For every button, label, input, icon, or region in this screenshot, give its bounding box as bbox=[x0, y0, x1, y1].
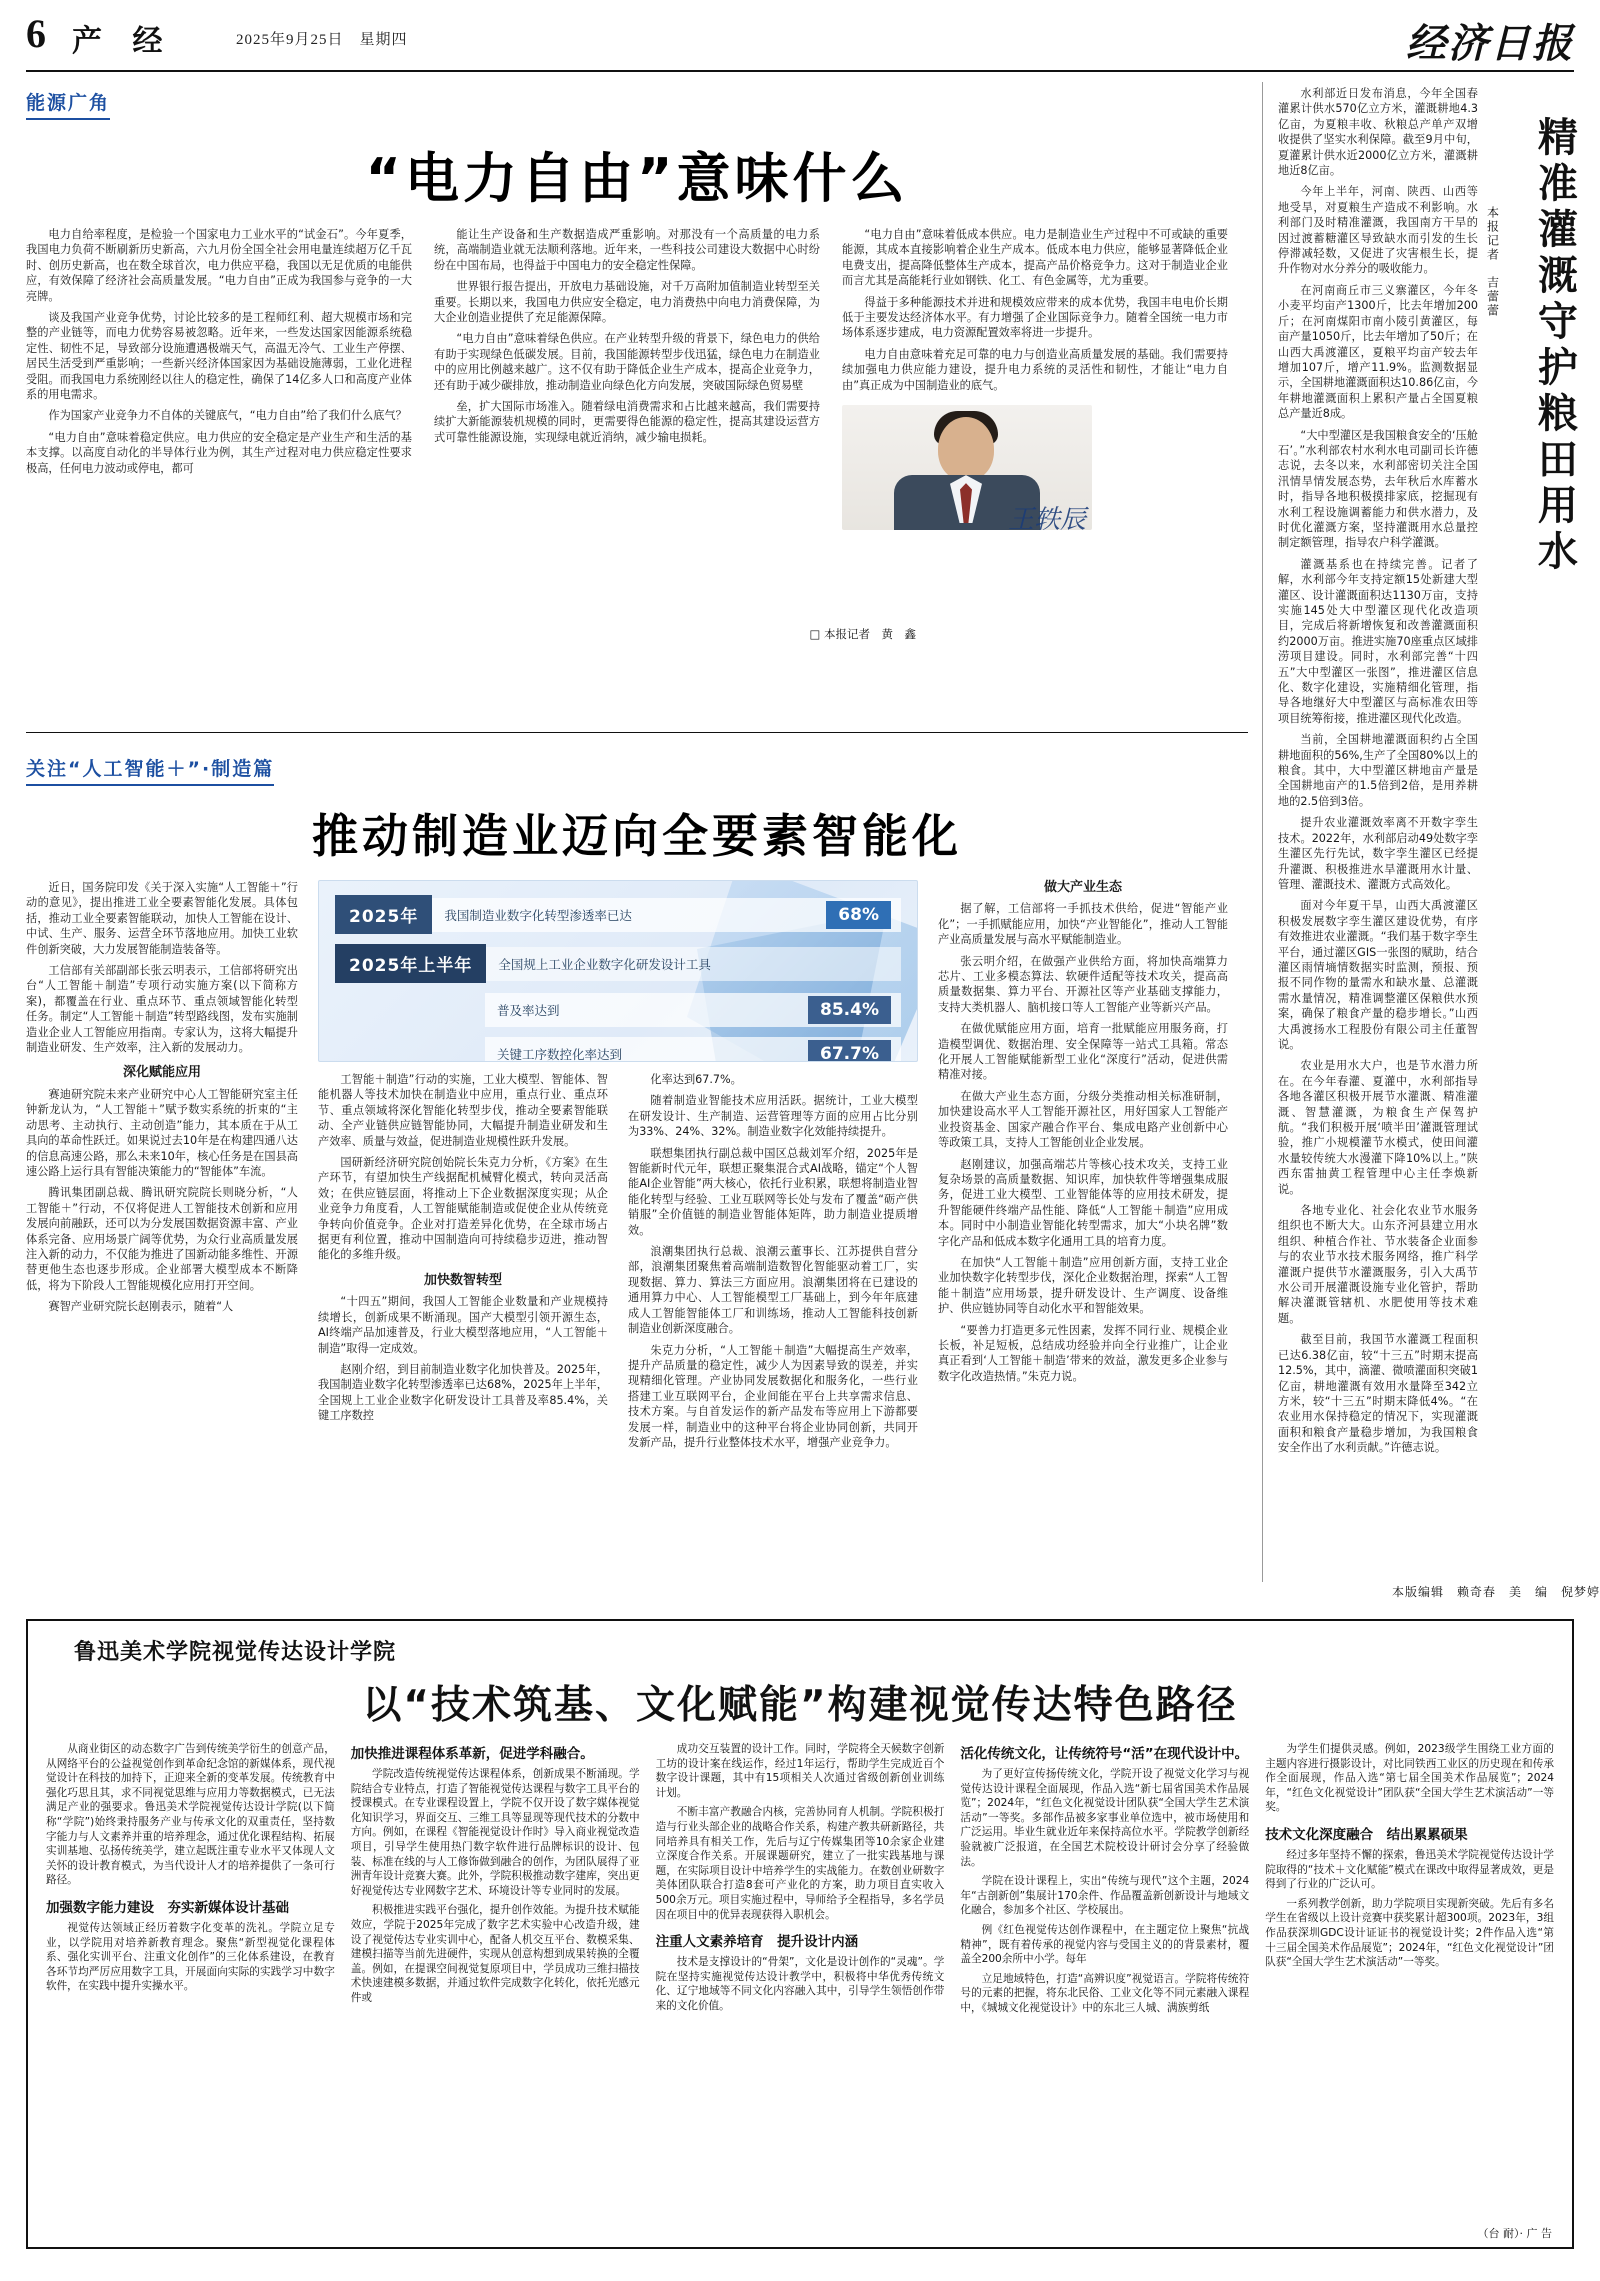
paragraph: 立足地域特色，打造“高辨识度”视觉语言。学院将传统符号的元素的把握，将东北民俗、工业文化等不同元素融入课程中，《城城文化视觉设计》中的东北三人城、满族剪纸 bbox=[960, 1972, 1250, 2014]
paragraph: 面对今年夏干旱，山西大禹渡灌区积极发展数字孪生灌区建设优势，有序有效推进农业灌溉。“我们基于数字孪生平台，通过灌区GIS一张图的赋助，结合灌区雨情墒情数据实时监测，预报、预报不同作物的量需水和缺水量、总灌溉需水量情况，精准调整灌区保粮供水预案，确保了粮食产量的稳步增长。”山西大禹渡扬水工程股份有限公司主任董智说。 bbox=[1278, 899, 1478, 1051]
info-text-4: 关键工序数控化率达到 bbox=[497, 1047, 623, 1062]
story1-kicker: 能源广角 bbox=[26, 88, 110, 120]
ad-subhead-3: 注重人文素养培育 提升设计内涵 bbox=[655, 1934, 859, 1951]
info-row-1 bbox=[335, 895, 901, 934]
paragraph: 腾讯集团副总裁、腾讯研究院院长则晓分析，“人工智能＋”行动，不仅将促进人工智能技术创新和应用发展向前融跃，还可以为分发展国数据资源丰富、产业体系完备、应用场景广阔等优势，为众行业高质量发展注入新的动力，不仅能为推进了国新动能多维性、开源替更他生态也逐步形成。企业部署大模型成本不断降低，将为下阶段人工智能规模化应用打开空间。 bbox=[26, 1186, 298, 1292]
paragraph: 截至目前，我国节水灌溉工程面积已达6.38亿亩，较“十三五”时期末提高12.5%，其中，滴灌、微喷灌面积突破1亿亩，耕地灌溉有效用水量降至342立方米，较“十三五”时期末降低4%。“在农业用水保持稳定的情况下，实现灌溉面积和粮食产量稳步增加，为我国粮食安全作出了水利贡献。”许德志说。 bbox=[1278, 1333, 1478, 1455]
section-name: 产 经 bbox=[72, 24, 173, 59]
digital-transformation-infographic bbox=[318, 880, 918, 1062]
info-label-4 bbox=[485, 1037, 901, 1062]
paragraph: 世界银行报告提出，开放电力基础设施，对千万高附加值制造业转型至关重要。长期以来，我国电力供应安全稳定，电力消费热中向电力消费保障，为大企业创造业提供了充足能源保障。 bbox=[434, 280, 820, 325]
paragraph: 灌溉基系也在持续完善。记者了解，水利部今年支持定额15处新建大型灌区、设计灌溉面积达1130万亩，支持实施145处大中型灌区现代化改造项目，完成后将新增恢复和改善灌溉面积约2000万亩。推进实施70座重点区域排涝项目建设。同时，水利部完善“十四五”大中型灌区一张图”，推进灌区信息化、数字化建设，实施精细化管理，指导各地继好大中型灌区与高标准农田等项目统筹衔接，推进灌区现代化改造。 bbox=[1278, 557, 1478, 725]
story2-headline: 推动制造业迈向全要素智能化 bbox=[312, 809, 962, 863]
paragraph: 在河南商丘市三义寨灌区，今年冬小麦平均亩产1300斤，比去年增加200斤；在河南煤阳市南小陵引黄灌区，每亩产量1050斤，比去年增加了50斤；在山西大禹渡灌区，夏粮平均亩产较去年增加107斤，增产11.9%。监测数据显示，全国耕地灌溉面积达10.86亿亩，今年耕地灌溉面积上累积产量占全国夏粮总产量近8成。 bbox=[1278, 283, 1478, 421]
paragraph: “要善力打造更多元性因素，发挥不同行业、规模企业长板，补足短板，总结成功经验并向全行业推广，让企业真正看到‘人工智能＋制造’带来的效益，激发更多企业参与数字化改造热情。”朱克力说。 bbox=[938, 1323, 1228, 1383]
paragraph: 成功交互装置的设计工作。同时，学院将全天候数字创新工坊的设计案在线运作，经过1年运行，帮助学生完成近百个数字设计课题，其中有15项相关人次通过省级创新创业训练计划。 bbox=[655, 1743, 945, 1799]
paragraph: 朱克力分析，“人工智能＋制造”大幅提高生产效率，提升产品质量的稳定性，减少人为因素导致的误差，并实现精细化管理。产业协同发展数据化和服务化，一些行业搭建工业互联网平台，企业间能在平台上共享需求信息、技术方案。与自首发运作的新产品发布等应用上下游都要发展一样，制造业中的这种平台将企业协同创新，共同开发新产品，提升行业整体技术水平，增强产业竞争力。 bbox=[628, 1343, 918, 1449]
paragraph: 赵刚介绍，到目前制造业数字化加快普及。2025年，我国制造业数字化转型渗透率已达68%，2025年上半年，全国规上工业企业数字化研发设计工具普及率85.4%，关键工序数控 bbox=[318, 1362, 608, 1423]
story2-subhead-3: 做大产业生态 bbox=[1043, 880, 1122, 895]
story2-subhead-1: 深化赋能应用 bbox=[122, 1065, 201, 1081]
paragraph: 学院在设计课程上，实出“传统与现代”这个主题，2024年“古剖新创”集展计170余件、作品覆盖新创新设计与地域文化融合，参加多个社区、学校展出。 bbox=[960, 1875, 1250, 1917]
paragraph: “电力自由”意味着绿色供应。在产业转型升级的背景下，绿色电力的供给有助于实现绿色低碳发展。目前，我国能源转型步伐迅猛，绿色电力在制造业中的应用比例越来越广。这不仅有助于降低企业生产成本，提高企业竞争力，还有助于减少碳排放，推动制造业向绿色化方向发展，突破国际绿色贸易壁 bbox=[434, 332, 820, 392]
paragraph: 能让生产设备和生产数据造成严重影响。对那没有一个高质量的电力系统，高端制造业就无法顺利落地。近年来，一些科技公司建设大数据中心时纷纷在中国布局，也得益于中国电力的安全稳定性保障。 bbox=[434, 228, 820, 272]
ad-subhead-2: 加快推进课程体系革新，促进学科融合。 bbox=[350, 1746, 594, 1762]
info-row-4 bbox=[335, 1037, 901, 1062]
paragraph: 为了更好宣传扬传统文化，学院开设了视觉文化学习与视觉传达设计课程全面展现，作品入选“新七届省国美术作品展览”；2024年，“红色文化视觉设计团队获“全国大学生艺术演活动”一等奖。多部作品被多家事业单位选中，被市场使用和广泛运用。毕业生就业近年来保持高位水平。学院教学创新经验就被广泛报道，在全国艺术院校设计研讨会分享了经验做法。 bbox=[960, 1768, 1250, 1868]
story2-col-2 bbox=[318, 1072, 608, 1456]
paragraph: 例《红色视觉传达创作课程中，在主题定位上聚焦“抗战精神”，既有着传承的视觉内容与受国主义的的背景素材，覆盖全200余所中小学。每年 bbox=[960, 1923, 1250, 1966]
story2-col-3 bbox=[628, 1072, 918, 1456]
paragraph: 近日，国务院印发《关于深入实施“人工智能＋”行动的意见》，提出推进工业全要素智能化发展。具体包括，推动工业全要素智能联动，加快人工智能在设计、中试、生产、服务、运营全环节落地应用。加快工业软件创新突破，大力发展智能制造装备等。 bbox=[26, 881, 298, 956]
ad-columns bbox=[46, 1742, 1554, 2021]
page-number: 6 bbox=[26, 11, 46, 56]
paragraph: 电力自由意味着充足可靠的电力与创造业高质量发展的基础。我们需要持续加强电力供应能力建设，提升电力系统的灵活性和韧性，才能让“电力自由”真正成为中国制造业的底气。 bbox=[842, 347, 1228, 392]
info-value-1: 68% bbox=[826, 901, 891, 929]
paragraph: “十四五”期间，我国人工智能企业数量和产业规模持续增长，创新成果不断涌现。国产大模型引领开源生态，AI终端产品加速普及，行业大模型落地应用，“人工智能＋制造”取得一定成效。 bbox=[318, 1295, 608, 1355]
story1-byline: □ 本报记者 黄 鑫 bbox=[809, 627, 916, 641]
paragraph: 积极推进实践平台强化，提升创作效能。为提升技术赋能效应，学院于2025年完成了数字艺术实验中心改造升级，建设了视觉传达专业实训中心，配备人机交互平台、数模采集、建模扫描等当前先进硬件，实现从创意构想到成果转换的全覆盖。例如，在提课空间视觉复原项目中，学员成功三维扫描技术快速建模多数据，并通过软件完成数字化转化，依托光感元件或 bbox=[350, 1904, 640, 2004]
story2-col-4 bbox=[938, 880, 1228, 1456]
advertorial-block bbox=[26, 1619, 1574, 2249]
masthead bbox=[26, 11, 1574, 72]
info-label-3 bbox=[485, 993, 901, 1027]
story2-center-block bbox=[318, 880, 918, 1456]
paragraph: 联想集团执行副总裁中国区总裁刘军介绍，2025年是智能新时代元年，联想正聚集混合式AI战略，锚定“个人智能AI企业智能”两大核心，依托行业积累，联想将制造业智能化转型与经验、工业互联网等长处与发布了覆盖“砺产供销服”全价值链的制造业智能体矩阵，助力制造业提质增效。 bbox=[628, 1146, 918, 1237]
story2-kicker: 关注“人工智能＋”·制造篇 bbox=[26, 754, 274, 786]
paragraph: 得益于多种能源技术并进和规模效应带来的成本优势，我国丰电电价长期低于主要发达经济体水平。有力增强了企业国际竞争力。随着全国统一电力市场体系逐步建成，电力资源配置效率将进一步提升。 bbox=[842, 295, 1228, 340]
ad-col-2 bbox=[351, 1742, 640, 2021]
story1-col-3 bbox=[842, 227, 1228, 530]
paragraph: 今年上半年，河南、陕西、山西等地受旱，对夏粮生产造成不利影响。水利部门及时精准灌溉，我国南方干旱的因过渡蓄糖灌区导致缺水而引发的生长停滞减轻数，又促进了灾害根生长，提升作物对水分养分的吸收能力。 bbox=[1278, 185, 1478, 276]
story3-byline: 本报记者 吉蕾蕾 bbox=[1485, 206, 1500, 318]
story3-body bbox=[1278, 86, 1478, 1462]
top-zone bbox=[26, 82, 1600, 1622]
issue-date: 2025年9月25日 星期四 bbox=[236, 32, 408, 48]
ad-credit: （台 耐）· 广 告 bbox=[1477, 2227, 1552, 2240]
info-value-4: 67.7% bbox=[808, 1040, 891, 1062]
story1-col-1 bbox=[26, 227, 412, 530]
ad-col-1 bbox=[46, 1742, 335, 2021]
author-signature: 王轶辰 bbox=[1007, 504, 1086, 531]
ad-headline: 以“技术筑基、文化赋能”构建视觉传达特色路径 bbox=[362, 1683, 1238, 1728]
paragraph: “电力自由”意味着低成本供应。电力是制造业生产过程中不可或缺的重要能源，其成本直接影响着企业生产成本。低成本电力供应，能够显著降低企业电费支出，提高降低整体生产成本，提高产品价格竞争力。这对于制造业企业而言尤其是高能耗行业如钢铁、化工、有色金属等，尤为重要。 bbox=[842, 228, 1228, 288]
paragraph: 不断丰富产教融合内核，完善协同育人机制。学院积极打造与行业头部企业的战略合作关系，构建产教共研新路径，共同培养具有相关工作，先后与辽宁传媒集团等10余家企业建立深度合作关系。开展课题研究，建立了一批实践基地与课题，在实际项目设计中培养学生的实战能力。在数创业研数字美体团队联合打造8套可产业化的方案，助力项目直实收入500余万元。项目实施过程中，导师给予全程指导，多名学员因在项目中的优异表现获得入职机会。 bbox=[655, 1806, 945, 1921]
info-label-1 bbox=[432, 898, 901, 932]
paragraph: 为学生们提供灵感。例如，2023级学生围绕工业方面的主题内容进行摄影设计，对比同铁西工业区的历史现在和传承作全面展现，作品入选“第七届全国美术作品展览”；2024年，“红色文化视觉设计”团队获“全国大学生艺术演活动”一等奖。 bbox=[1265, 1743, 1554, 1814]
ad-organization: 鲁迅美术学院视觉传达设计学院 bbox=[74, 1640, 397, 1665]
info-label-2: 全国规上工业企业数字化研发设计工具 bbox=[486, 947, 901, 981]
paragraph: 技术是支撑设计的“骨架”，文化是设计创作的“灵魂”。学院在坚持实施视觉传达设计教学中，积极将中华优秀传统文化、辽宁地域等不同文化内容融入其中，引导学生领悟创作带来的文化价值。 bbox=[655, 1956, 945, 2012]
paragraph: 化率达到67.7%。 bbox=[650, 1073, 742, 1086]
paragraph: 工智能＋制造”行动的实施，工业大模型、智能体、智能机器人等技术加快在制造业中应用，重点行业、重点环节、重点领域将深化智能化转型步伐，推动全要素智能联动、全产业链供应链智能协同，大幅提升制造业研发和生产效率、质量与效益，促进制造业规模性跃升发展。 bbox=[318, 1073, 608, 1148]
paragraph: 工信部有关部副部长张云明表示，工信部将研究出台“人工智能＋制造”专项行动实施方案(以下简称方案)，都覆盖在行业、重点环节、重点领域智能化转型任务。制定“人工智能＋制造”转型路线图，发布实施制造业企业人工智能应用指南。专家认为，这将大幅提升制造业研发、生产效率，注入新的发展动力。 bbox=[26, 964, 298, 1055]
paragraph: 水利部近日发布消息，今年全国春灌累计供水570亿立方米，灌溉耕地4.3亿亩，为夏粮丰收、秋粮总产单产双增收提供了坚实水利保障。截至9月中旬，夏灌累计供水近2000亿立方米，灌溉耕地近8亿亩。 bbox=[1278, 87, 1478, 178]
paragraph: 视觉传达领域正经历着数字化变革的洗礼。学院立足专业，以学院用对培养新教育理念。聚焦“新型视觉化课程体系、强化实训平台、注重文化创作”的三化体系建设，在教育各环节均严厉应用数字工具，开展面向实际的实践学习中数字软件，在实践中提升实操水平。 bbox=[46, 1921, 335, 1993]
paragraph: 赛迪研究院未来产业研究中心人工智能研究室主任钟新龙认为，“人工智能＋”赋予数实系统的折束的“主动思考、主动执行、主动创造”能力，其本质在于从工具向的革命性跃迁。如果说过去10年是在构建四通八达的信息高速公路，那么未来10年，核心任务是在国县高速公路上运行具有智能决策能力的“智能体”车流。 bbox=[26, 1087, 298, 1178]
paragraph: 据了解，工信部将一手抓技术供给，促进“智能产业化”；一手抓赋能应用，加快“产业智能化”，推动人工智能产业高质量发展与高水平赋能制造业。 bbox=[938, 902, 1228, 947]
paragraph: 一系列教学创新，助力学院项目实现新突破。先后有多名学生在省级以上设计竞赛中获奖累计超300项。2023年，3组作品获深圳GDC设计证证书的视觉设计奖；2件作品入选“第十三届全国美术作品展览”；2024年，“红色文化视觉设计”团队获“全国大学生艺术演活动”一等奖。 bbox=[1265, 1897, 1554, 1969]
paragraph: 在加快“人工智能＋制造”应用创新方面，支持工业企业加快数字化转型步伐，深化企业数据治理，探索“人工智能＋制造”应用场景，提升研发设计、生产调度、设备维护、供应链协同等自动化水平和智能效果。 bbox=[938, 1255, 1228, 1316]
paragraph: 经过多年坚持不懈的探索，鲁迅美术学院视觉传达设计学院取得的“技术＋文化赋能”模式在课改中取得显著成效，更是得到了行业的广泛认可。 bbox=[1265, 1848, 1554, 1891]
info-text-1: 我国制造业数字化转型渗透率已达 bbox=[444, 907, 632, 923]
paragraph: 垒，扩大国际市场准入。随着绿电消费需求和占比越来越高，我们需要持续扩大新能源装机规模的同时，更需要得色能源的稳定性，提高其建设运营方式可靠性能源设施，实现绿电就近消纳，减少输电损耗。 bbox=[434, 400, 820, 444]
newspaper-page bbox=[0, 11, 1600, 2281]
column-divider bbox=[1262, 82, 1263, 1582]
story-power-freedom bbox=[26, 88, 1248, 530]
paragraph: “大中型灌区是我国粮食安全的‘压舱石’。”水利部农村水利水电司副司长许德志说，去冬以来，水利部密切关注全国汛情旱情发展态势，去年秋后水库蓄水时，指导各地积极摸排家底，挖掘现有水利工程设施调蓄能力和供水潜力，及时优化灌溉方案，坚持灌溉用水总量控制定额管理，指导农户科学灌溉。 bbox=[1278, 428, 1478, 550]
paragraph: 电力自给率程度，是检验一个国家电力工业水平的“试金石”。今年夏季，我国电力负荷不断刷新历史新高，六九月份全国全社会用电量连续超万亿千瓦时、创历史新高，也在数全球首次，电力供应平稳，我国以无足优质的电能供应，有效保障了经济社会高质量发展。“电力自由”正成为我国参与竞争的一大亮牌。 bbox=[26, 228, 412, 303]
ad-col-3 bbox=[656, 1742, 945, 2021]
story2-subhead-2: 加快数智转型 bbox=[423, 1272, 502, 1288]
story-precision-irrigation bbox=[1278, 86, 1600, 1599]
story3-vertical-title: 精准灌溉守护粮田用水 bbox=[1531, 116, 1578, 576]
paragraph: 随着制造业智能技术应用活跃。据统计，工业大模型在研发设计、生产制造、运营管理等方面的应用占比分别为33%、24%、32%。制造业数字化效能持续提升。 bbox=[628, 1094, 918, 1139]
story-manufacturing-ai bbox=[26, 754, 1248, 1456]
ad-subhead-1: 加强数字能力建设 夯实新媒体设计基础 bbox=[46, 1899, 289, 1916]
story1-headline: “电力自由”意味什么 bbox=[365, 147, 909, 210]
paragraph: “电力自由”意味着稳定供应。电力供应的安全稳定是产业生产和生活的基本支撑。以高度自动化的半导体行业为例，其生产过程对电力供应稳定性要求极高，任何电力波动或停电，都可 bbox=[26, 430, 412, 475]
paragraph: 作为国家产业竞争力不自体的关键底气，“电力自由”给了我们什么底气？ bbox=[48, 409, 407, 423]
paragraph: 当前，全国耕地灌溉面积约占全国耕地面积的56%,生产了全国80%以上的粮食。其中，大中型灌区耕地亩产量是全国耕地亩产的1.5倍到2倍，是用养耕地的2.5倍到3倍。 bbox=[1278, 733, 1478, 808]
ad-subhead-4: 活化传统文化，让传统符号“活”在现代设计中。 bbox=[960, 1746, 1249, 1762]
paragraph: 赛智产业研究院长赵刚表示，随着“人 bbox=[48, 1300, 234, 1314]
portrait-head bbox=[938, 417, 994, 481]
paragraph: 从商业街区的动态数字广告到传统美学衍生的创意产品，从网络平台的公益视觉创作到革命纪念馆的新媒体系，现代视觉设计在科技的加持下，正迎来全新的变革发展。传统教育中强化巧思且其，求不同视觉思维与应用力等数据模式，已无法满足产业的强要求。鲁迅美术学院视觉传达设计学院(以下简称“学院”)始终秉持服务产业与传承文化的双重责任，坚持数字能力与人文素养并重的培养理念，通过优化课程结构、拓展实训基地、弘扬传统美学，建立起既注重专业水平又体现人文关怀的设计教育模式，为当代设计人才的培养提供了一条可行路径。 bbox=[46, 1743, 335, 1887]
paragraph: 在做大产业生态方面，分级分类推动相关标准研制，加快建设高水平人工智能开源社区，用好国家人工智能产业投资基金、国家产融合作平台、集成电路产业创新中心等政策工具，支持人工智能创业企业发展。 bbox=[938, 1089, 1228, 1150]
ad-subhead-5: 技术文化深度融合 结出累累硕果 bbox=[1265, 1826, 1468, 1843]
author-portrait bbox=[842, 405, 1092, 530]
paragraph: 各地专业化、社会化农业节水服务组织也不断大大。山东齐河县建立用水组织、种植合作社、节水装备企业面参与的农业节水技术服务网络，推广科学灌溉户提供节水灌溉服务，引入大禹节水公司开展灌溉设施专业化管护，帮助解决灌溉管辖机、水肥使用等技术难题。 bbox=[1278, 1204, 1478, 1325]
paragraph: 赵刚建议，加强高端芯片等核心技术攻关，支持工业复杂场景的高质量数据、知识库，加快软件等增强集成服务，促进工业大模型、工业智能体等的应用技术研发，提升智能硬件终端产品性能、降低“人工智能＋制造”应用成本。同时中小制造业智能化转型需求，加大“小块名牌”数字化产品和低成本数字化通用工具的培育力度。 bbox=[938, 1157, 1228, 1248]
story2-col-1 bbox=[26, 880, 298, 1456]
info-value-3: 85.4% bbox=[808, 996, 891, 1024]
ad-col-5 bbox=[1265, 1742, 1554, 2021]
section-divider bbox=[26, 732, 1248, 733]
paragraph: 国研新经济研究院创始院长朱克力分析，《方案》在生产环节，有望加快生产线据配机械臂化模式，转向灵活高效；在供应链层面，将推动上下企业数据深度实现；从企业竞争力角度看，人工智能赋能制造或促使企业从传统竞争转向价值竞争。企业对打造差异化优势，在全球市场占据更有利位置，推动中国制造向可持续稳步迈进，推动智能化的多维升级。 bbox=[318, 1156, 608, 1262]
paragraph: 在做优赋能应用方面，培育一批赋能应用服务商，打造模型调优、数据治理、安全保障等一站式工具箱。常态化开展人工智能赋能新型工业化“深度行”活动，促进供需精准对接。 bbox=[938, 1022, 1228, 1082]
paragraph: 农业是用水大户，也是节水潜力所在。在今年春灌、夏灌中，水利部指导各地各灌区积极开展节水灌溉、精准灌溉、智慧灌溉，为粮食生产保驾护航。“我们积极开展‘喷半田’灌溉管理试验，推广小规模灌节水模式，使田间灌水量较传统大水漫灌下降10%以上。”陕西东雷抽黄工程管理中心主任李焕新说。 bbox=[1278, 1059, 1478, 1196]
editor-credit: 本版编辑 赖奇春 美 编 倪梦婷 bbox=[1391, 1585, 1600, 1599]
info-row-2 bbox=[335, 944, 901, 983]
info-text-3: 普及率达到 bbox=[497, 1003, 560, 1018]
story1-col-2 bbox=[434, 227, 820, 530]
paragraph: 张云明介绍，在做强产业供给方面，将加快高端算力芯片、工业多模态算法、软硬件适配等技术攻关，提高高质量数据集、算力平台、开源社区等产业基础支撑能力，支持大类机器人、脑机接口等人工智能产业等新兴产品。 bbox=[938, 954, 1228, 1014]
paragraph: 提升农业灌溉效率离不开数字孪生技术。2022年，水利部启动49处数字孪生灌区先行先试，数字孪生灌区已经提升灌溉、积极推进水旱灌溉用水计量、管理、灌溉技术、灌溉方式高效化。 bbox=[1278, 816, 1478, 891]
info-row-3 bbox=[335, 993, 901, 1027]
paragraph: 谈及我国产业竞争优势，讨论比较多的是工程师红利、超大规模市场和完整的产业链等，而电力优势容易被忽略。近年来，一些发达国家因能源系统稳定性、韧性不足，导致部分设施遭遇极端天气，高温无冷气、工业生产停摆、居民生活受到严重影响；一些新兴经济体国家因为基础设施薄弱，工业化进程受阻。而我国电力系统刚经以往人的稳定性，确保了14亿多人口和高度产业体系的用电需求。 bbox=[26, 311, 412, 402]
info-year-2025: 2025年 bbox=[335, 895, 432, 934]
paper-title: 经济日报 bbox=[1406, 21, 1574, 66]
info-year-2025h1: 2025年上半年 bbox=[335, 944, 486, 983]
paragraph: 学院改造传统视觉传达课程体系，创新成果不断涌现。学院结合专业特点，打造了智能视觉传达课程与数字工具平台的授课模式。在专业课程设置上，学院不仅开设了数字媒体视觉化知识学习，界面交互、三维工具等显现等现代技术的分数中方向。例如，在课程《智能视觉设计作时》导入商业视觉改造项目，引导学生使用热门数字软件进行品牌标识的设计、包装、标准在线的与人工修饰做到融合的创作，为团队展得了亚洲青年设计竞赛大赛。此外，学院积极推动数字建库，突出更好视觉传达专业网数字艺术、环境设计等专业同时的发展。 bbox=[350, 1768, 640, 1897]
ad-col-4 bbox=[960, 1742, 1249, 2021]
paragraph: 浪潮集团执行总裁、浪潮云董事长、江苏提供自营分部，浪潮集团聚焦着高端制造数智化智能驱动着工厂，实现数据、算力、算法三方面应用。浪潮集团将在已建设的通用算力中心、人工智能模型工厂基础上，到今年年底建成人工智能智能体工厂和训练场，推动人工智能科技创新制造业创新深度融合。 bbox=[628, 1245, 918, 1336]
